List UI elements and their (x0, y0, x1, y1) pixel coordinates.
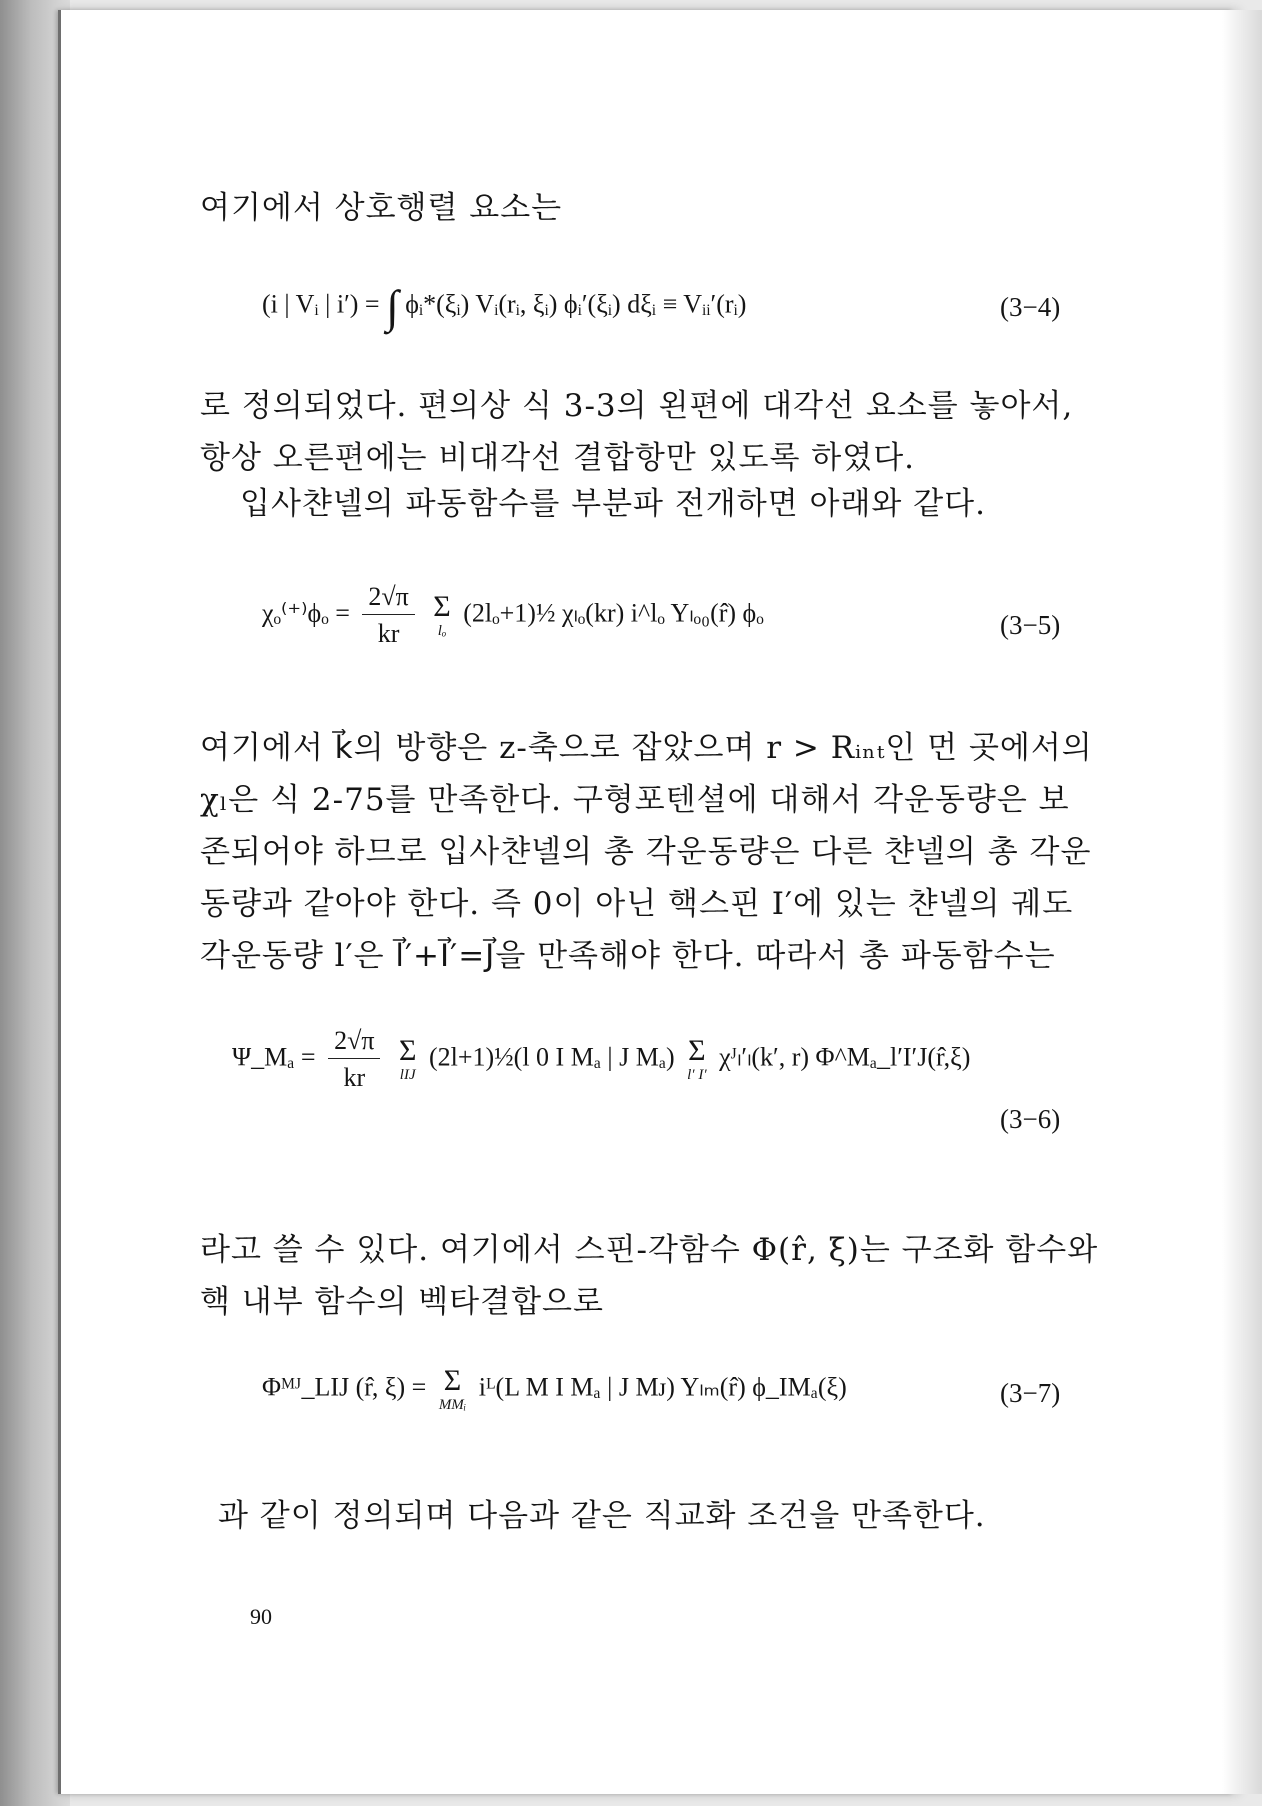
sigma-symbol: Σ (398, 1034, 417, 1067)
equation-number-3-7: (3−7) (1000, 1378, 1061, 1408)
sum-index: lIJ (399, 1067, 416, 1083)
eq36-summation-1 (399, 1036, 416, 1083)
eq37-summation (439, 1366, 466, 1413)
equation-3-6 (232, 1026, 970, 1093)
sum-index: l′ I′ (687, 1067, 707, 1083)
eq35-denominator: kr (377, 619, 400, 648)
eq36-fraction (328, 1026, 380, 1093)
sum-index: lₒ (437, 623, 447, 639)
page-number: 90 (250, 1604, 272, 1629)
equation-3-7 (262, 1366, 847, 1413)
paragraph-3: 입사챤넬의 파동함수를 부분파 전개하면 아래와 같다. (240, 486, 986, 522)
eq35-numerator: 2√π (362, 582, 414, 615)
equation-number-3-4: (3−4) (1000, 292, 1061, 322)
equation-number-3-6: (3−6) (1000, 1104, 1061, 1134)
paragraph-2: 로 정의되었다. 편의상 식 3-3의 왼편에 대각선 요소를 놓아서, 항상 오른편에는 비대각선 결합항만 있도록 하였다. (200, 388, 1074, 476)
eq35-fraction (362, 582, 414, 649)
paragraph-6: 과 같이 정의되며 다음과 같은 직교화 조건을 만족한다. (218, 1498, 986, 1534)
eq36-numerator: 2√π (328, 1026, 380, 1059)
paragraph-1: 여기에서 상호행렬 요소는 (200, 190, 563, 226)
eq34-lhs: (i | Vᵢ | i′) = (262, 289, 380, 319)
eq35-rhs: (2lₒ+1)½ χₗₒ(kr) i^lₒ Yₗₒ₀(r̂) ϕₒ (463, 598, 764, 628)
equation-3-4 (262, 280, 746, 333)
eq34-rhs: ϕᵢ*(ξᵢ) Vᵢ(rᵢ, ξᵢ) ϕᵢ′(ξᵢ) dξᵢ ≡ Vᵢᵢ′(rᵢ) (405, 289, 747, 319)
eq35-summation (433, 592, 450, 639)
eq36-middle: (2l+1)½(l 0 I Mₐ | J Mₐ) (428, 1042, 675, 1072)
eq35-lhs: χₒ⁽⁺⁾ϕₒ = (262, 598, 350, 628)
paragraph-5: 라고 쓸 수 있다. 여기에서 스핀-각함수 Φ(r̂, ξ)는 구조화 함수와 핵 내부 함수의 벡타결합으로 (200, 1232, 1099, 1320)
equation-number-3-5: (3−5) (1000, 610, 1061, 640)
eq36-summation-2 (687, 1036, 706, 1083)
eq37-rhs: iᴸ(L M I Mₐ | J Mᴊ) Yₗₘ(r̂) ϕ_IMₐ(ξ) (478, 1372, 847, 1402)
equation-3-5 (262, 582, 764, 649)
sigma-symbol: Σ (433, 590, 451, 623)
paragraph-4: 여기에서 k⃗의 방향은 z-축으로 잡았으며 r > Rᵢₙₜ인 먼 곳에서의 χₗ은 식 2-75를 만족한다. 구형포텐셜에 대해서 각운동량은 보존되어야 하므로 입사챤넬의 총 각운동량은 다른 챤넬의 총 각운동량과 같아야 한다. 즉 0이 아닌 핵스핀 I′에 있는 챤넬의 궤도각운동량 l′은 l⃗′+I⃗′=J⃗을 만족해야 한다. 따라서 총 파동함수는 (200, 730, 1093, 974)
integral-symbol: ∫ (386, 281, 399, 332)
eq36-lhs: Ψ_Mₐ = (232, 1042, 316, 1072)
sigma-symbol: Σ (443, 1364, 462, 1397)
eq37-lhs: Φᴹᴶ_LIJ (r̂, ξ) = (262, 1372, 427, 1402)
sum-index: MMᵢ (438, 1397, 467, 1413)
eq36-rhs: χᴶₗ′ₗ(k′, r) Φ^Mₐ_l′I′J(r̂,ξ) (719, 1042, 971, 1072)
eq36-denominator: kr (343, 1063, 366, 1092)
sigma-symbol: Σ (688, 1034, 706, 1067)
page-right-shadow (1222, 10, 1262, 1794)
